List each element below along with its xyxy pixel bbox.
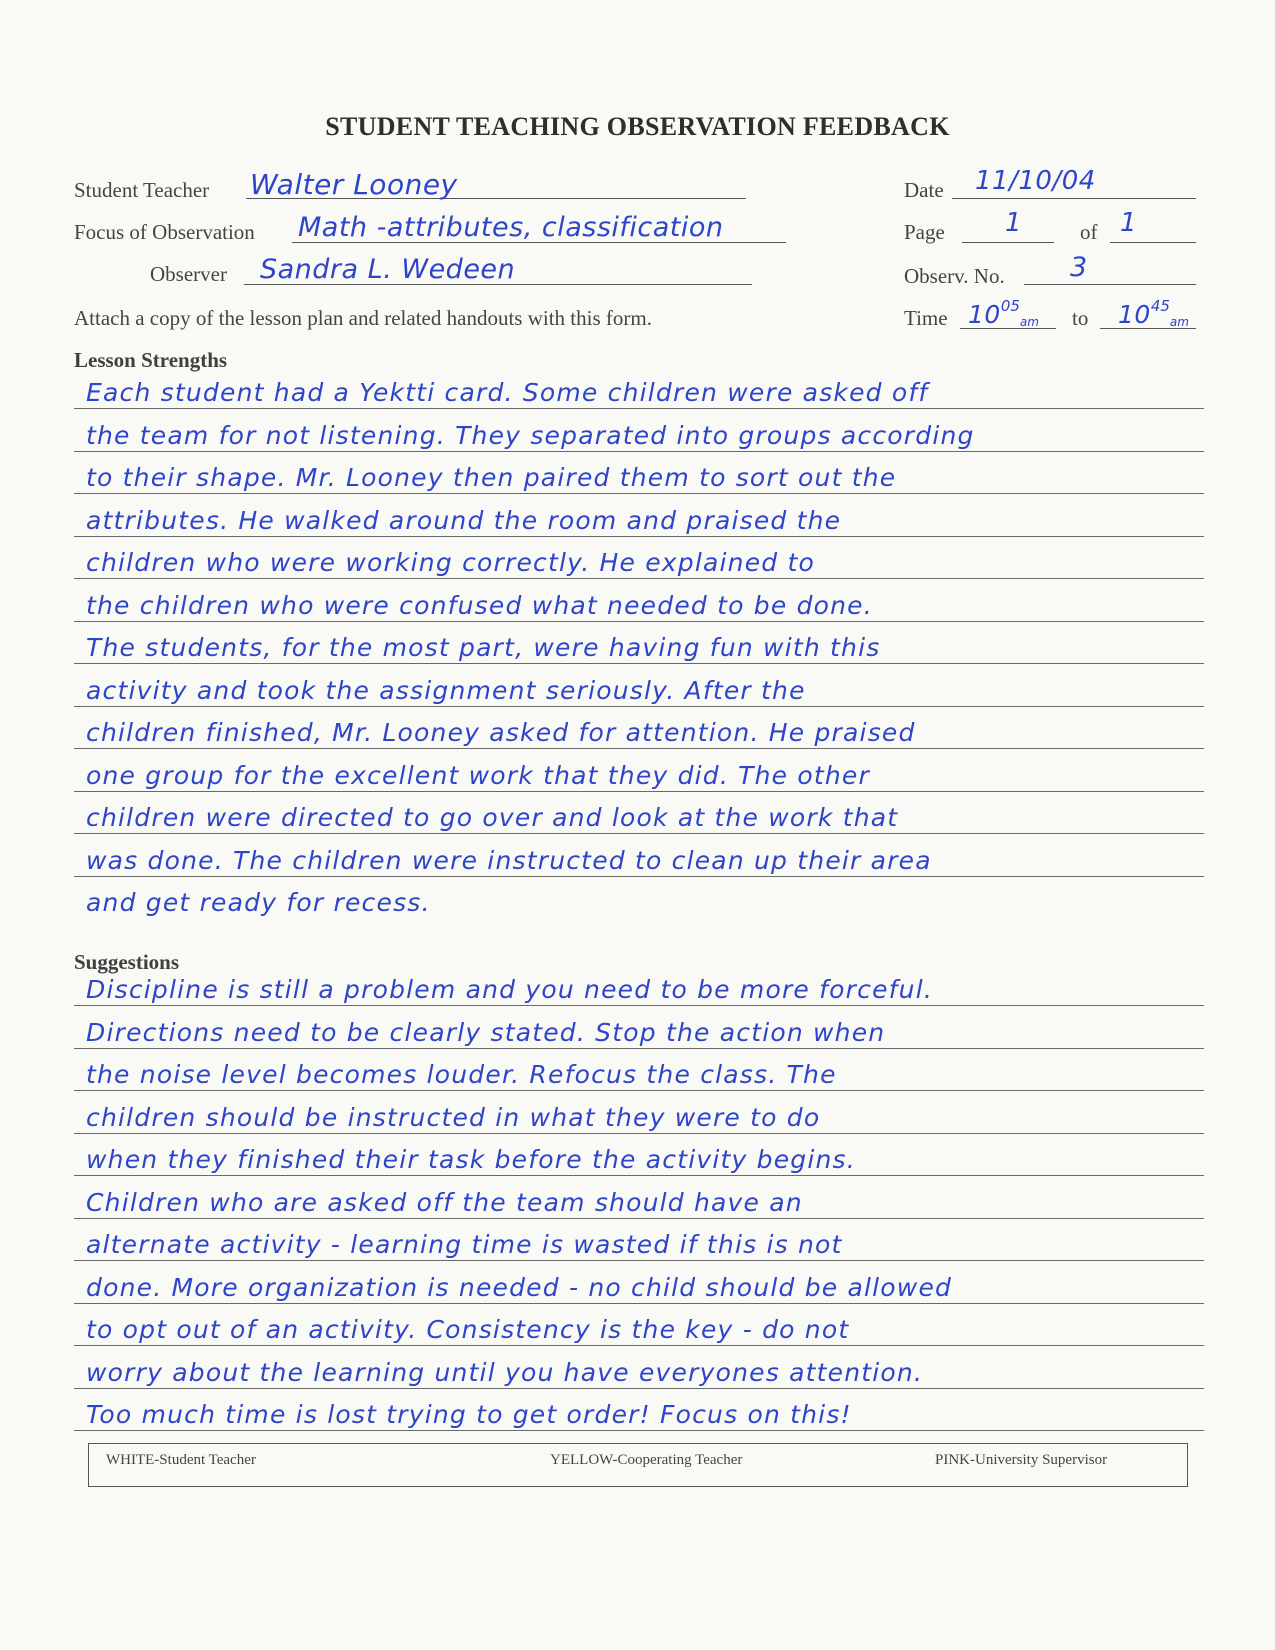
page-label: Page bbox=[904, 220, 945, 244]
ruled-line bbox=[74, 748, 1204, 749]
ruled-line bbox=[74, 621, 1204, 622]
ruled-line bbox=[74, 1133, 1204, 1134]
ruled-line bbox=[74, 408, 1204, 409]
suggestions-line: alternate activity - learning time is wasted if this is not bbox=[86, 1230, 843, 1259]
ruled-line bbox=[74, 663, 1204, 664]
ruled-line bbox=[74, 493, 1204, 494]
attach-note: Attach a copy of the lesson plan and related handouts with this form. bbox=[74, 306, 652, 330]
strengths-line: The students, for the most part, were having fun with this bbox=[86, 633, 881, 662]
observ-no-label: Observ. No. bbox=[904, 264, 1005, 288]
suggestions-line: when they finished their task before the activity begins. bbox=[86, 1145, 856, 1174]
ruled-line bbox=[74, 1388, 1204, 1389]
strengths-line: attributes. He walked around the room and praised the bbox=[86, 505, 842, 535]
strengths-line: children who were working correctly. He explained to bbox=[86, 548, 816, 577]
suggestions-line: Too much time is lost trying to get order! Focus on this! bbox=[86, 1400, 852, 1429]
strengths-line: one group for the excellent work that they did. The other bbox=[86, 760, 870, 790]
suggestions-line: the noise level becomes louder. Refocus the class. The bbox=[86, 1060, 837, 1089]
suggestions-line: worry about the learning until you have everyones attention. bbox=[86, 1357, 924, 1387]
footer-white: WHITE-Student Teacher bbox=[106, 1452, 256, 1468]
time-label: Time bbox=[904, 306, 948, 330]
suggestions-line: children should be instructed in what they were to do bbox=[86, 1102, 821, 1132]
suggestions-line: Discipline is still a problem and you need to be more forceful. bbox=[86, 975, 933, 1004]
ruled-line bbox=[74, 1430, 1204, 1431]
suggestions-line: to opt out of an activity. Consistency is the key - do not bbox=[86, 1315, 850, 1344]
ruled-line bbox=[74, 578, 1204, 579]
strengths-line: activity and took the assignment seriously. After the bbox=[86, 675, 806, 705]
observer-label: Observer bbox=[150, 262, 227, 286]
ruled-line bbox=[74, 1218, 1204, 1219]
of-label: of bbox=[1080, 220, 1098, 244]
date-value: 11/10/04 bbox=[975, 166, 1096, 196]
ruled-line bbox=[74, 706, 1204, 707]
date-label: Date bbox=[904, 178, 944, 202]
strengths-line: to their shape. Mr. Looney then paired them to sort out the bbox=[86, 463, 897, 492]
ruled-line bbox=[74, 1005, 1204, 1006]
page-value: 1 bbox=[1005, 208, 1023, 238]
ruled-line bbox=[74, 833, 1204, 834]
date-line bbox=[952, 198, 1196, 199]
ruled-line bbox=[74, 536, 1204, 537]
strengths-line: and get ready for recess. bbox=[86, 888, 431, 917]
ruled-line bbox=[74, 791, 1204, 792]
footer-pink: PINK-University Supervisor bbox=[935, 1452, 1108, 1468]
ruled-line bbox=[74, 1090, 1204, 1091]
ruled-line bbox=[74, 1345, 1204, 1346]
focus-label: Focus of Observation bbox=[74, 220, 255, 244]
focus-value: Math -attributes, classification bbox=[298, 212, 724, 243]
time-end-value: $10^{45}am$ bbox=[1118, 297, 1189, 329]
suggestions-line: Directions need to be clearly stated. Stop the action when bbox=[86, 1017, 886, 1047]
strengths-line: was done. The children were instructed to clean up their area bbox=[86, 845, 932, 875]
student-teacher-value: Walter Looney bbox=[250, 168, 458, 201]
strengths-line: children were directed to go over and look at the work that bbox=[86, 803, 899, 832]
to-label: to bbox=[1072, 306, 1089, 330]
strengths-heading: Lesson Strengths bbox=[74, 348, 228, 372]
strengths-line: Each student had a Yektti card. Some children were asked off bbox=[86, 378, 929, 407]
strengths-line: the children who were confused what needed to be done. bbox=[86, 590, 873, 620]
ruled-line bbox=[74, 1175, 1204, 1176]
ruled-line bbox=[74, 1260, 1204, 1261]
student-teacher-label: Student Teacher bbox=[74, 178, 210, 202]
strengths-line: children finished, Mr. Looney asked for attention. He praised bbox=[86, 718, 916, 747]
ruled-line bbox=[74, 876, 1204, 877]
time-start-value: $10^{05}am$ bbox=[968, 297, 1039, 329]
observer-value: Sandra L. Wedeen bbox=[260, 254, 516, 285]
of-value: 1 bbox=[1120, 208, 1138, 238]
of-line bbox=[1110, 242, 1196, 243]
ruled-line bbox=[74, 1303, 1204, 1304]
suggestions-line: done. More organization is needed - no child should be allowed bbox=[86, 1272, 953, 1302]
ruled-line bbox=[74, 1048, 1204, 1049]
suggestions-line: Children who are asked off the team should have an bbox=[86, 1187, 803, 1217]
suggestions-heading: Suggestions bbox=[74, 950, 180, 974]
ruled-line bbox=[74, 451, 1204, 452]
page-line bbox=[962, 242, 1054, 243]
observ-no-value: 3 bbox=[1070, 252, 1088, 283]
observ-no-line bbox=[1024, 284, 1196, 285]
strengths-line: the team for not listening. They separated into groups according bbox=[86, 420, 975, 450]
form-title: STUDENT TEACHING OBSERVATION FEEDBACK bbox=[325, 112, 950, 141]
footer-yellow: YELLOW-Cooperating Teacher bbox=[550, 1452, 743, 1468]
